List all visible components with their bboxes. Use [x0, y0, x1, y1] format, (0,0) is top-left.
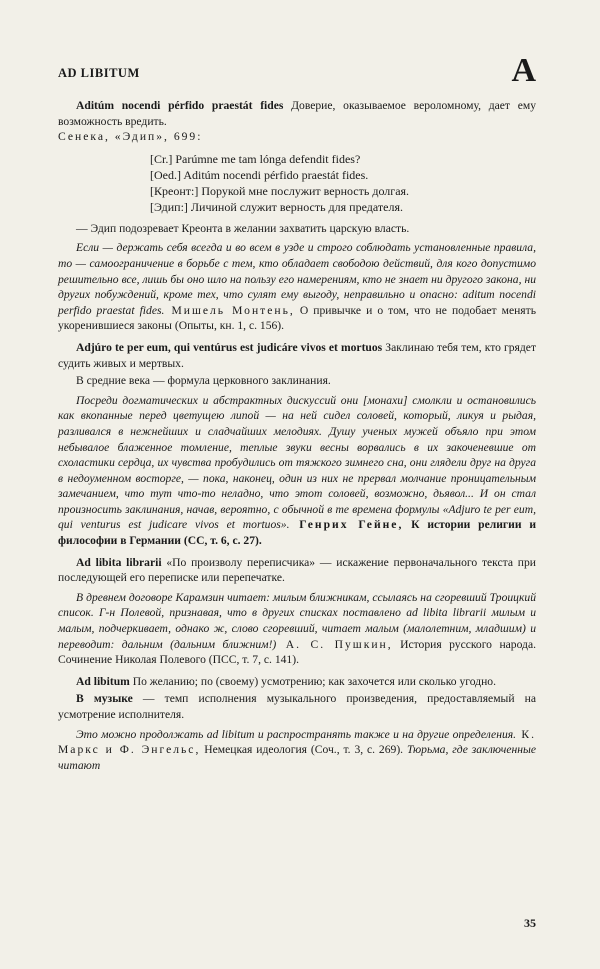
verse-block: [150, 151, 536, 215]
running-head-title: AD LIBITUM: [58, 66, 140, 81]
entry-note: [58, 691, 536, 722]
citation-reference: К истории религии и философии в Германии (СС, т. 6, с. 27).: [58, 518, 536, 548]
citation-author: К. Маркс и Ф. Энгельс,: [58, 727, 536, 757]
citation-reference: О привычке и о том, что не подобает менять укоренившиеся законы (Опыты, кн. 1, с. 156).: [58, 303, 536, 333]
citation-author: Мишель Монтень,: [164, 303, 295, 317]
book-page: [58, 52, 536, 932]
citation: [58, 393, 536, 549]
entry-lemma: Adjúro te per eum, qui ventúrus est judicáre vivos et mortuos: [76, 340, 383, 354]
entry-note: В средние века — формула церковного заклинания.: [76, 374, 331, 388]
citation: [58, 727, 536, 774]
citation-continuation: Тюрьма, где заключенные читают: [58, 743, 536, 772]
citation-latin: aditum nocendi perfido praestat fides.: [58, 288, 536, 317]
entry-note: — Эдип подозревает Креонта в желании захватить царскую власть.: [76, 221, 410, 235]
citation-author: Генрих Гейне,: [289, 518, 404, 532]
note-lead: В музыке: [76, 692, 133, 706]
citation-text: Если — держать себя всегда и во всем в узде и строго соблюдать установленные правила, то — самоограничение в борьбе с тем, кто обладает свободою действий, для кого допустимо решительно все, лишь бы оно шло на пользу его намерениям, кто не знает ни другого закона, ни других побуждений, кроме тех, что сулят ему выгоду, неправильно и опасно:: [58, 241, 536, 302]
entry-lemma: Ad libitum: [76, 674, 130, 688]
entry-lemma: Aditúm nocendi pérfido praestát fides: [76, 99, 284, 112]
dictionary-entry: [58, 555, 536, 586]
citation: [58, 240, 536, 334]
citation: [58, 590, 536, 668]
verse-line: [Oed.] Aditúm nocendi pérfido praestát fides.: [150, 167, 369, 182]
dictionary-entry: [58, 674, 536, 690]
dictionary-entry: [58, 98, 536, 129]
citation-author: А. С. Пушкин,: [276, 637, 393, 651]
page-number: 35: [524, 916, 536, 931]
verse-line: [Cr.] Parúmne me tam lónga defendit fides?: [150, 151, 361, 166]
verse-line: [Эдип:] Личиной служит верность для предателя.: [150, 199, 403, 214]
entry-translation: Доверие, оказываемое вероломному, дает ему возможность вредить.: [58, 99, 536, 128]
citation-reference: История русского народа. Сочинение Николая Полевого (ПСС, т. 7, с. 141).: [58, 637, 536, 667]
entry-lemma: Ad libita librarii: [76, 555, 162, 569]
entry-translation: Заклинаю тебя тем, кто грядет судить живых и мертвых.: [58, 340, 537, 370]
dictionary-entry: [58, 340, 536, 371]
citation-text: Это можно продолжать ad libitum и распространять также и на другие определения.: [76, 727, 517, 741]
section-letter: A: [511, 52, 536, 89]
verse-line: [Креонт:] Порукой мне послужит верность долгая.: [150, 183, 410, 198]
citation-text: Посреди догматических и абстрактных дискуссий они [монахи] смолкли и остановились как вкопанные перед цветущею липой — на ней сидел соловей, который, ликуя и рыдая, разливался в нежнейших и сладчайших мелодиях. Душу ученых мужей объяло при этом небывалое блаженное томление, теплые звуки весны ворвались в их закоченевшие от схоластики сердца, их чувства пробудились от тяжкого зимнего сна, они глядели друг на друга в недоуменном восторге, — пока, наконец, один из них не прервал молчание проницательным замечанием, что тут что-то неладно, что этот соловей, возможно, дьявол... И он стал произносить заклинания, начав, вероятно, с обычной в те времена формулы «Adjuro te per eum, qui venturus est judicare vivos et mortuos».: [58, 393, 536, 532]
entry-translation: По желанию; по (своему) усмотрению; как захочется или сколько угодно.: [129, 674, 496, 688]
citation-text: В древнем договоре Карамзин читает: милым ближникам, ссылаясь на сгоревший Троицкий список. Г-н Полевой, признавая, что в других списках поставлено ad libita librarii милым и малым, подчеркивает, однако ж, слово сгоревший, читает малым (малолетним, младшим) и переводит: дальним (дальним ближним!): [58, 590, 536, 651]
note-text: — темп исполнения музыкального произведения, предоставляемый на усмотрение исполнителя.: [58, 692, 536, 721]
source-line: Сенека, «Эдип», 699:: [58, 130, 203, 144]
entry-translation: «По произволу переписчика» — искажение первоначального текста при последующей его переписке или перепечатке.: [58, 555, 536, 585]
running-head: [58, 52, 536, 88]
citation-reference: Немецкая идеология (Соч., т. 3, с. 269).: [200, 743, 404, 757]
